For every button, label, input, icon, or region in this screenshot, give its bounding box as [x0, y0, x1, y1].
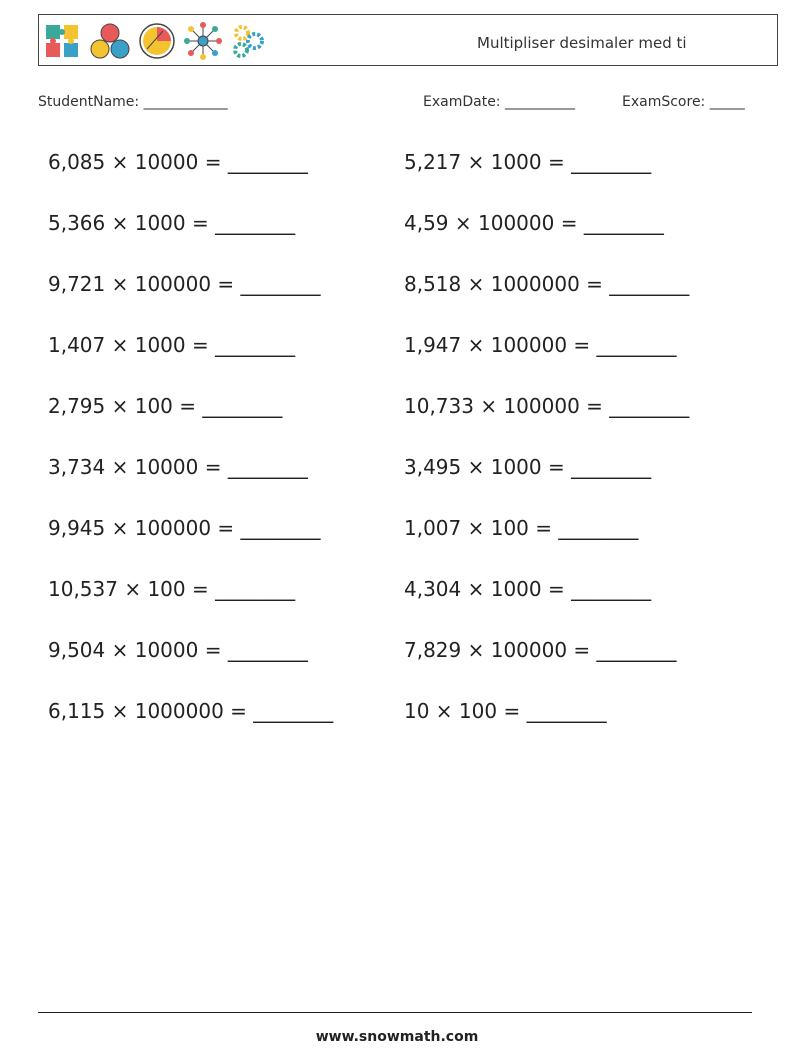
- problem-right-5: 10,733 × 100000 = ________: [404, 394, 690, 418]
- problem-right-10: 10 × 100 = ________: [404, 699, 607, 723]
- problem-right-8: 4,304 × 1000 = ________: [404, 577, 652, 601]
- student-name-field: StudentName: ____________: [38, 94, 228, 110]
- problem-right-2: 4,59 × 100000 = ________: [404, 211, 664, 235]
- footer-divider: [38, 1012, 752, 1013]
- pie-chart-icon: [137, 21, 177, 61]
- problem-right-3: 8,518 × 1000000 = ________: [404, 272, 690, 296]
- problem-right-6: 3,495 × 1000 = ________: [404, 455, 652, 479]
- problem-left-6: 3,734 × 10000 = ________: [48, 455, 308, 479]
- problem-right-4: 1,947 × 100000 = ________: [404, 333, 677, 357]
- gears-icon: [229, 21, 269, 61]
- problem-left-8: 10,537 × 100 = ________: [48, 577, 296, 601]
- problem-left-2: 5,366 × 1000 = ________: [48, 211, 296, 235]
- problem-left-5: 2,795 × 100 = ________: [48, 394, 283, 418]
- footer-website: www.snowmath.com: [315, 1029, 479, 1045]
- exam-date-field: ExamDate: __________: [423, 94, 575, 110]
- problem-right-9: 7,829 × 100000 = ________: [404, 638, 677, 662]
- worksheet-header: [38, 14, 778, 66]
- network-icon: [183, 21, 223, 61]
- problem-left-3: 9,721 × 100000 = ________: [48, 272, 321, 296]
- exam-score-field: ExamScore: _____: [622, 94, 745, 110]
- problem-left-9: 9,504 × 10000 = ________: [48, 638, 308, 662]
- problem-left-10: 6,115 × 1000000 = ________: [48, 699, 334, 723]
- problem-left-4: 1,407 × 1000 = ________: [48, 333, 296, 357]
- header-icons: [43, 19, 269, 63]
- numbered-circles-icon: [89, 21, 131, 61]
- problem-left-1: 6,085 × 10000 = ________: [48, 150, 308, 174]
- worksheet-title: Multipliser desimaler med ti: [477, 34, 687, 52]
- puzzle-icon: [43, 21, 83, 61]
- problem-right-1: 5,217 × 1000 = ________: [404, 150, 652, 174]
- problem-right-7: 1,007 × 100 = ________: [404, 516, 639, 540]
- problem-left-7: 9,945 × 100000 = ________: [48, 516, 321, 540]
